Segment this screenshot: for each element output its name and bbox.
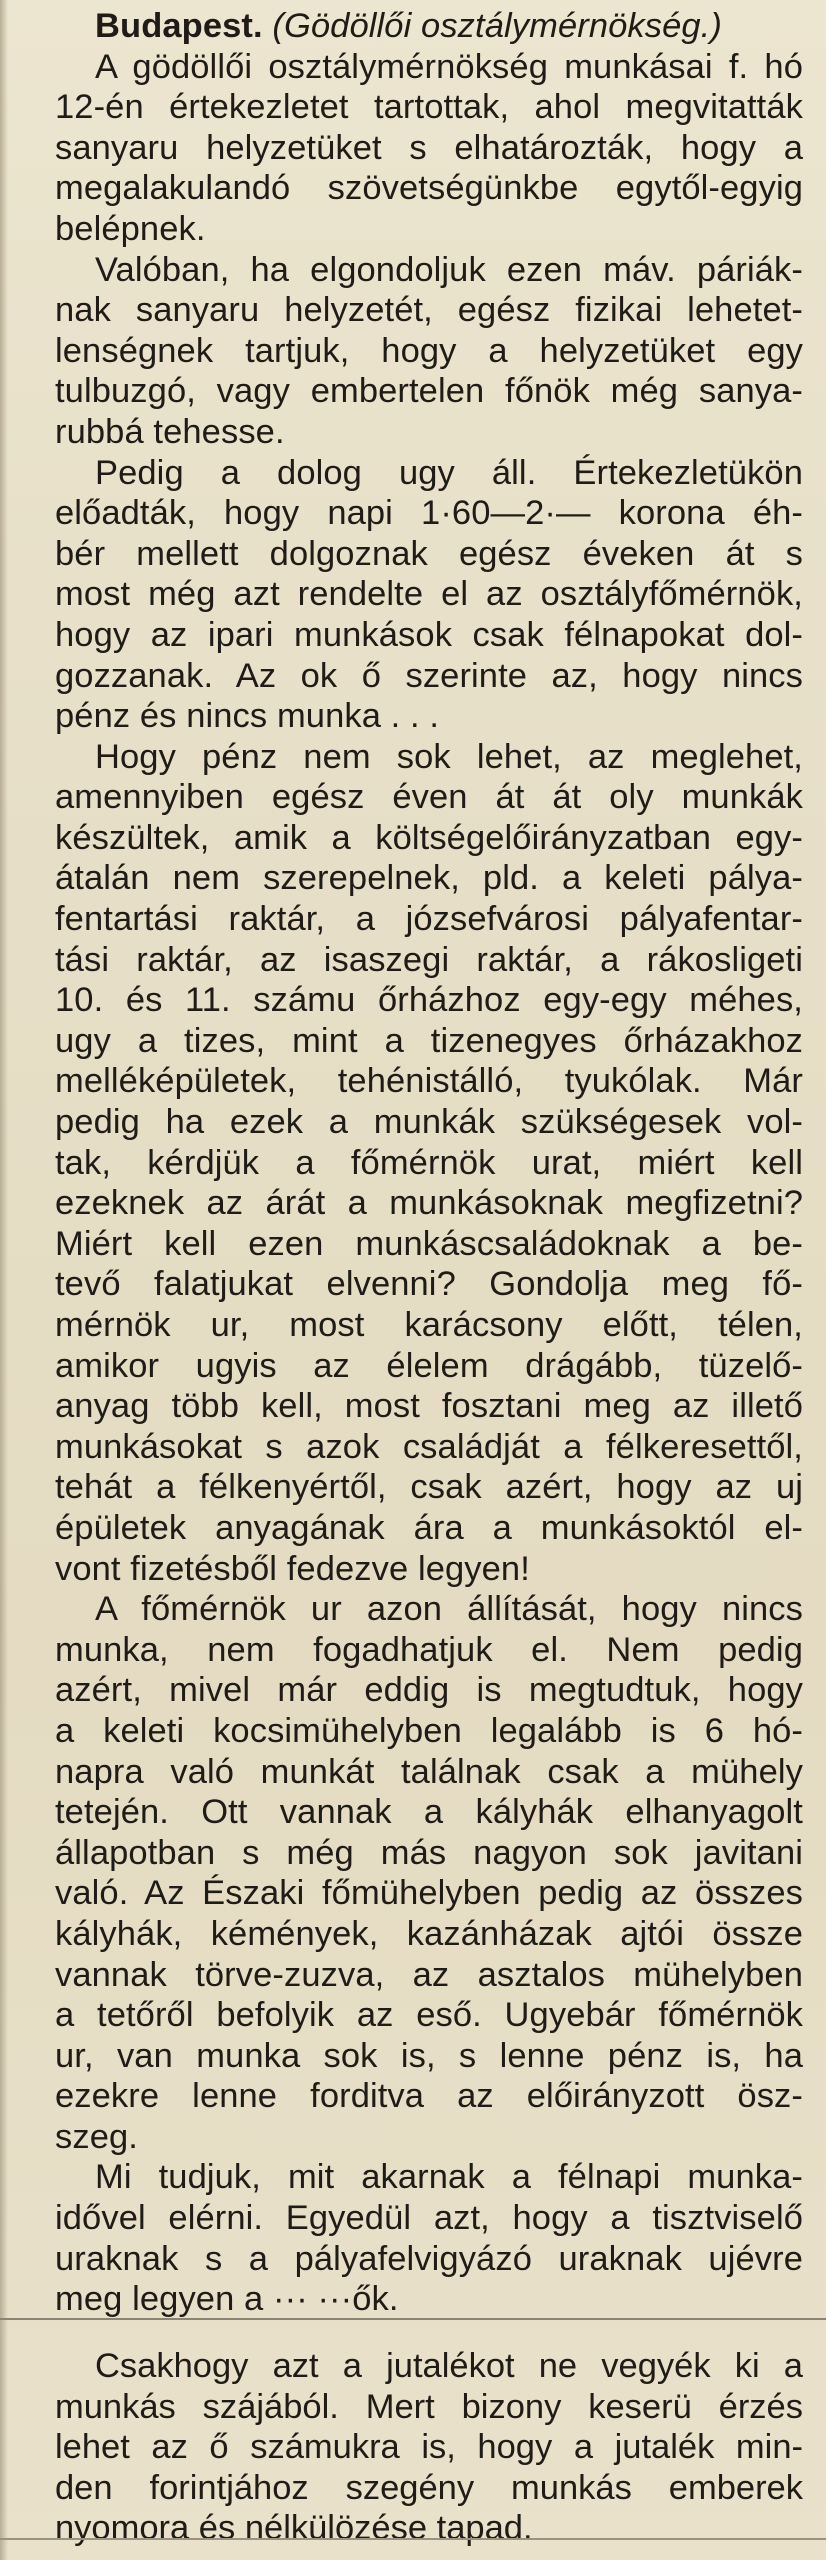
section-divider [0,2318,826,2320]
text-line: 12-én értekezletet tartottak, ahol megvitatták [55,88,803,127]
text-line: tetején. Ott vannak a kályhák elhanyagolt [55,1793,803,1832]
text-line: Hogy pénz nem sok lehet, az meglehet, [95,737,803,776]
text-line: A főmérnök ur azon állítását, hogy nincs [95,1590,803,1629]
heading-city: Budapest. [95,7,263,45]
article-body [55,47,803,2320]
text-line: előadták, hogy napi 1·60—2·— korona éh- [55,494,803,533]
heading-subtitle: (Gödöllői osztálymérnökség.) [272,7,722,45]
text-line: Mi tudjuk, mit akarnak a félnapi munka- [95,2158,803,2197]
text-line: pedig ha ezek a munkák szükségesek vol- [55,1103,803,1142]
text-line: fentartási raktár, a józsefvárosi pályafentar- [55,900,803,939]
text-line: gozzanak. Az ok ő szerinte az, hogy nincs [55,656,803,695]
bottom-rule [0,2538,826,2540]
text-line: lehet az ő számukra is, hogy a jutalék min- [55,2428,803,2467]
text-line: munkás szájából. Mert bizony keserü érzés [55,2387,803,2426]
text-line: Valóban, ha elgondoljuk ezen máv. páriák- [95,250,803,289]
text-line: amennyiben egész éven át át oly munkák [55,778,803,817]
text-line: ezekre lenne forditva az előirányzott ösz- [55,2077,803,2116]
text-line: nyomora és nélkülözése tapad. [55,2509,533,2548]
text-line: ezeknek az árát a munkásoknak megfizetni? [55,1184,803,1223]
text-line: nak sanyaru helyzetét, egész fizikai lehetet- [55,291,803,330]
text-line: bér mellett dolgoznak egész éveken át s [55,534,803,573]
text-line: a tetőről befolyik az eső. Ugyebár főmérnök [55,1996,803,2035]
text-line: tehát a félkenyértől, csak azért, hogy az uj [55,1468,803,1507]
text-line: idővel elérni. Egyedül azt, hogy a tisztviselő [55,2199,803,2238]
text-line: munkásokat s azok családját a félkeresettől, [55,1427,803,1466]
text-line: sanyaru helyzetüket s elhatározták, hogy a [55,128,803,167]
text-line: most még azt rendelte el az osztályfőmérnök, [55,575,803,614]
text-line: mérnök ur, most karácsony előtt, télen, [55,1306,803,1344]
text-line: szeg. [55,2117,138,2156]
text-line: tevő falatjukat elvenni? Gondolja meg fő- [55,1265,803,1304]
text-line: vont fizetésből fedezve legyen! [55,1549,530,1588]
text-line: den forintjához szegény munkás emberek [55,2468,803,2507]
text-line: azért, mivel már eddig is megtudtuk, hogy [55,1671,803,1710]
text-line: Miért kell ezen munkáscsaládoknak a be- [55,1224,803,1263]
text-line: megalakulandó szövetségünkbe egytől-egyig [55,169,803,208]
text-line: rubbá tehesse. [55,412,285,451]
text-line: 10. és 11. számu őrházhoz egy-egy méhes, [55,981,803,1020]
text-line: amikor ugyis az élelem drágább, tüzelő- [55,1346,803,1385]
text-line: uraknak s a pályafelvigyázó uraknak ujévre [55,2239,803,2278]
text-line: ugy a tizes, mint a tizenegyes őrházakhoz [55,1021,803,1060]
text-line: pénz és nincs munka . . . [55,697,440,736]
text-line: épületek anyagának ára a munkásoktól el- [55,1508,803,1547]
text-line: tási raktár, az isaszegi raktár, a rákosligeti [55,940,803,979]
text-line: tulbuzgó, vagy embertelen főnök még sanya- [55,372,803,411]
text-line: Csakhogy azt a jutalékot ne vegyék ki a [95,2347,803,2385]
text-line: kályhák, kémények, kazánházak ajtói össze [55,1914,803,1953]
text-line: anyag több kell, most fosztani meg az illető [55,1387,803,1426]
text-line: meg legyen a ··· ···ők. [55,2280,399,2319]
text-line: lenségnek tartjuk, hogy a helyzetüket egy [55,331,803,370]
text-line: való. Az Északi főmühelyben pedig az összes [55,1874,803,1913]
text-line: vannak törve-zuzva, az asztalos mühelyben [55,1955,803,1994]
text-line: tak, kérdjük a főmérnök urat, miért kell [55,1143,803,1182]
text-line: állapotban s még más nagyon sok javitani [55,1833,803,1872]
text-line: melléképületek, tehénistálló, tyukólak. Már [55,1062,803,1101]
text-line: átalán nem szerepelnek, pld. a keleti pálya- [55,859,803,898]
text-line: belépnek. [55,209,206,248]
text-line: a keleti kocsimühelyben legalább is 6 hó- [55,1711,803,1750]
text-line: készültek, amik a költségelőirányzatban egy- [55,818,803,857]
text-line: munka, nem fogadhatjuk el. Nem pedig [55,1630,803,1669]
text-line: ur, van munka sok is, s lenne pénz is, ha [55,2036,803,2075]
closing-paragraph [55,2346,803,2549]
text-line: hogy az ipari munkások csak félnapokat dol- [55,615,803,654]
text-line: napra való munkát találnak csak a mühely [55,1752,803,1791]
text-line: A gödöllői osztálymérnökség munkásai f. hó [95,47,803,86]
page-edge-shadow [0,0,8,2560]
article-column [55,6,803,2320]
text-line: Pedig a dolog ugy áll. Értekezletükön [95,453,803,492]
closing-body [55,2346,803,2549]
article-heading [55,6,803,47]
